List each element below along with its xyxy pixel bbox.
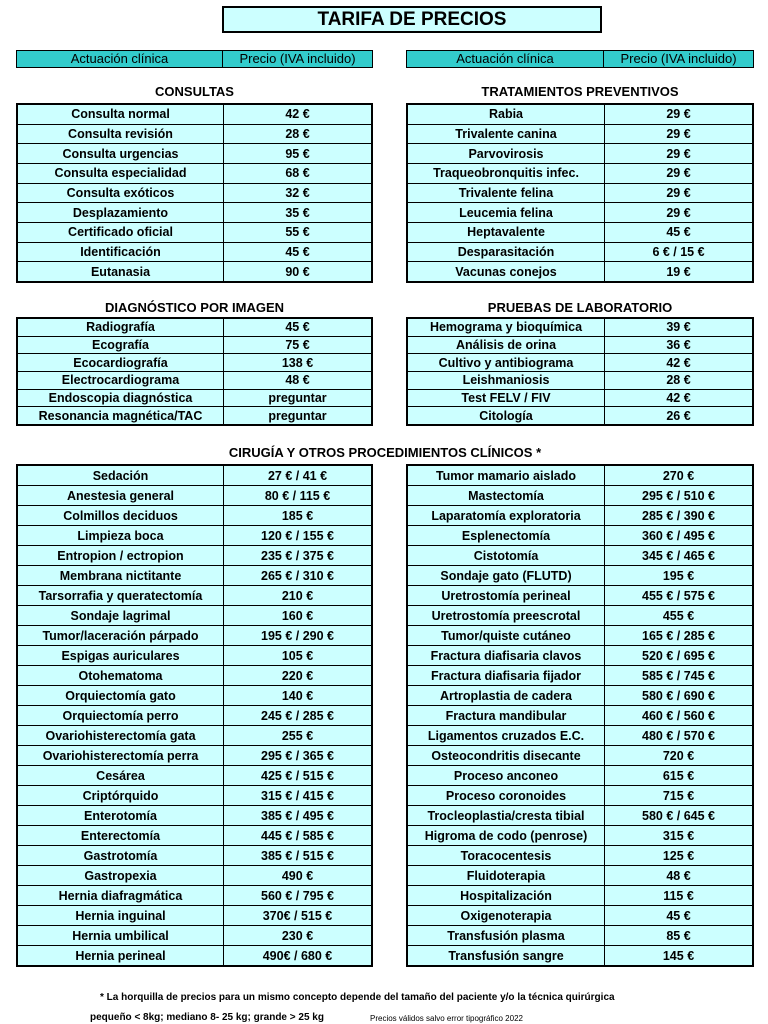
procedure-name: Leishmaniosis [408,372,605,389]
procedure-name: Gastrotomía [18,846,224,865]
table-row [408,625,752,645]
procedure-price: 195 € [662,568,695,583]
procedure-name: Hernia perineal [18,946,224,965]
procedure-name: Trivalente canina [408,125,605,144]
procedure-name: Cultivo y antibiograma [408,354,605,371]
procedure-price: 210 € [281,588,314,603]
page-title: TARIFA DE PRECIOS [222,6,602,33]
procedure-name: Orquiectomía perro [18,706,224,725]
table-row [18,565,371,585]
table-row [408,124,752,144]
procedure-price: 42 € [666,391,691,406]
table-row [18,371,371,389]
procedure-name: Uretrostomía preescrotal [408,606,605,625]
table-row [408,725,752,745]
table-imagen [16,317,373,426]
procedure-name: Ecocardiografía [18,354,224,371]
table-row [408,261,752,281]
table-row [18,705,371,725]
procedure-price: 230 € [281,928,314,943]
header-actuacion: Actuación clínica [407,51,604,67]
table-row [408,885,752,905]
procedure-price: 29 € [666,127,691,141]
table-row [408,585,752,605]
procedure-price: 35 € [285,205,310,220]
section-title-preventivos: TRATAMIENTOS PREVENTIVOS [481,84,679,99]
table-row [18,319,371,336]
procedure-price: 28 € [285,127,310,141]
table-row [18,163,371,183]
procedure-name: Hospitalización [408,886,605,905]
procedure-price: 45 € [666,908,691,923]
footnote-validity: Precios válidos salvo error tipográfico 2022 [370,1014,523,1023]
table-row [18,183,371,203]
table-row [18,825,371,845]
procedure-name: Desplazamiento [18,203,224,222]
table-row [408,222,752,242]
procedure-price: 715 € [662,788,695,803]
procedure-name: Trocleoplastia/cresta tibial [408,806,605,825]
procedure-price: 185 € [281,508,314,523]
header-precio: Precio (IVA incluido) [239,51,356,66]
procedure-name: Esplenectomía [408,526,605,545]
procedure-name: Orquiectomía gato [18,686,224,705]
procedure-price: 580 € / 690 € [642,688,715,703]
procedure-price: preguntar [268,391,327,406]
table-row [408,925,752,945]
procedure-price: 45 € [666,225,691,240]
table-row [408,336,752,354]
procedure-name: Limpieza boca [18,526,224,545]
table-row [18,945,371,965]
procedure-name: Espigas auriculares [18,646,224,665]
procedure-price: 520 € / 695 € [642,648,715,663]
procedure-name: Gastropexia [18,866,224,885]
procedure-name: Hernia diafragmática [18,886,224,905]
procedure-name: Hernia inguinal [18,906,224,925]
procedure-price: 195 € / 290 € [261,628,334,643]
procedure-price: 36 € [666,338,691,352]
table-row [408,389,752,407]
procedure-name: Colmillos deciduos [18,506,224,525]
procedure-name: Leucemia felina [408,203,605,222]
table-row [408,665,752,685]
procedure-name: Oxigenoterapia [408,906,605,925]
procedure-name: Resonancia magnética/TAC [18,407,224,424]
procedure-price: 28 € [666,373,691,388]
procedure-name: Ovariohisterectomía perra [18,746,224,765]
procedure-name: Eutanasia [18,262,224,281]
procedure-name: Ovariohisterectomía gata [18,726,224,745]
header-precio: Precio (IVA incluido) [620,51,737,66]
table-row [18,242,371,262]
table-row [408,605,752,625]
procedure-price: 235 € / 375 € [261,548,334,563]
table-row [408,705,752,725]
table-row [408,353,752,371]
table-row [18,105,371,124]
footnote-line1: * La horquilla de precios para un mismo concepto depende del tamaño del paciente y/o la técnica quirúrgica [100,992,615,1003]
procedure-price: 345 € / 465 € [642,548,715,563]
procedure-price: 29 € [666,146,691,161]
procedure-price: 255 € [281,728,314,743]
procedure-name: Laparatomía exploratoria [408,506,605,525]
table-row [408,466,752,485]
table-row [408,163,752,183]
procedure-name: Transfusión sangre [408,946,605,965]
procedure-price: preguntar [268,408,327,423]
procedure-name: Hemograma y bioquímica [408,319,605,336]
table-row [18,505,371,525]
table-row [408,845,752,865]
table-row [18,625,371,645]
section-title-consultas: CONSULTAS [155,84,234,99]
procedure-name: Vacunas conejos [408,262,605,281]
table-row [408,319,752,336]
table-row [408,945,752,965]
procedure-price: 125 € [662,848,695,863]
table-row [408,905,752,925]
procedure-price: 29 € [666,205,691,220]
footnote-line2: pequeño < 8kg; mediano 8- 25 kg; grande > 25 kg [90,1012,324,1023]
procedure-price: 480 € / 570 € [642,728,715,743]
procedure-name: Sondaje lagrimal [18,606,224,625]
table-cirugia-right [406,464,754,967]
procedure-name: Enterectomía [18,826,224,845]
procedure-name: Proceso anconeo [408,766,605,785]
procedure-name: Consulta revisión [18,125,224,144]
table-row [18,485,371,505]
procedure-price: 385 € / 495 € [261,808,334,823]
procedure-name: Parvovirosis [408,144,605,163]
procedure-price: 220 € [281,668,314,683]
table-row [408,565,752,585]
table-row [18,925,371,945]
procedure-price: 145 € [662,948,695,963]
table-row [408,406,752,424]
procedure-price: 245 € / 285 € [261,708,334,723]
table-row [18,585,371,605]
procedure-price: 48 € [285,373,310,388]
procedure-name: Test FELV / FIV [408,390,605,407]
procedure-price: 48 € [666,868,691,883]
procedure-name: Electrocardiograma [18,372,224,389]
table-row [18,605,371,625]
procedure-price: 580 € / 645 € [642,808,715,823]
procedure-price: 68 € [285,166,310,181]
table-row [18,222,371,242]
table-row [408,745,752,765]
table-row [18,845,371,865]
procedure-price: 370€ / 515 € [262,908,333,923]
procedure-name: Tumor/laceración párpado [18,626,224,645]
table-row [18,545,371,565]
procedure-price: 6 € / 15 € [652,245,705,260]
procedure-name: Entropion / ectropion [18,546,224,565]
procedure-price: 80 € / 115 € [264,488,331,503]
table-row [408,685,752,705]
procedure-name: Sondaje gato (FLUTD) [408,566,605,585]
table-row [18,336,371,354]
procedure-price: 445 € / 585 € [261,828,334,843]
table-row [18,805,371,825]
table-row [408,645,752,665]
procedure-price: 295 € / 510 € [642,488,715,503]
procedure-name: Proceso coronoides [408,786,605,805]
table-row [408,785,752,805]
procedure-price: 285 € / 390 € [642,508,715,523]
table-row [18,261,371,281]
procedure-price: 460 € / 560 € [642,708,715,723]
procedure-price: 720 € [662,748,695,763]
procedure-name: Anestesia general [18,486,224,505]
procedure-name: Certificado oficial [18,223,224,242]
procedure-name: Tumor mamario aislado [408,466,605,485]
table-row [18,143,371,163]
procedure-price: 160 € [281,608,314,623]
procedure-name: Membrana nictitante [18,566,224,585]
procedure-price: 27 € / 41 € [267,468,328,483]
procedure-name: Fractura diafisaria clavos [408,646,605,665]
table-row [18,353,371,371]
procedure-price: 32 € [285,186,310,201]
procedure-name: Criptórquido [18,786,224,805]
table-preventivos [406,103,754,283]
procedure-name: Sedación [18,466,224,485]
procedure-price: 138 € [281,355,314,370]
procedure-price: 315 € [662,828,695,843]
procedure-price: 90 € [285,264,310,279]
procedure-price: 26 € [666,408,691,423]
procedure-price: 75 € [285,338,310,352]
procedure-price: 615 € [662,768,695,783]
table-row [408,865,752,885]
procedure-price: 385 € / 515 € [261,848,334,863]
procedure-name: Enterotomía [18,806,224,825]
procedure-name: Identificación [18,243,224,262]
table-row [18,665,371,685]
procedure-name: Ecografía [18,337,224,354]
table-row [408,525,752,545]
table-row [18,685,371,705]
procedure-price: 42 € [666,355,691,370]
procedure-price: 120 € / 155 € [261,528,334,543]
procedure-price: 315 € / 415 € [261,788,334,803]
procedure-name: Toracocentesis [408,846,605,865]
table-consultas [16,103,373,283]
procedure-name: Desparasitación [408,243,605,262]
section-title-laboratorio: PRUEBAS DE LABORATORIO [487,300,673,315]
procedure-price: 55 € [285,225,310,240]
table-row [18,466,371,485]
procedure-price: 455 € [662,608,695,623]
section-title-imagen: DIAGNÓSTICO POR IMAGEN [104,300,285,315]
procedure-name: Rabia [408,105,605,124]
table-row [408,485,752,505]
table-row [18,745,371,765]
procedure-price: 115 € [663,888,694,903]
procedure-price: 29 € [666,107,691,122]
right-column-header [406,50,754,68]
procedure-price: 360 € / 495 € [642,528,715,543]
procedure-price: 105 € [281,648,314,663]
table-row [408,242,752,262]
section-title-cirugia: CIRUGÍA Y OTROS PROCEDIMIENTOS CLÍNICOS * [228,445,542,460]
procedure-name: Consulta exóticos [18,184,224,203]
procedure-name: Fluidoterapia [408,866,605,885]
procedure-name: Cesárea [18,766,224,785]
procedure-name: Uretrostomía perineal [408,586,605,605]
table-row [408,805,752,825]
procedure-name: Otohematoma [18,666,224,685]
procedure-name: Osteocondritis disecante [408,746,605,765]
table-row [408,202,752,222]
table-row [408,545,752,565]
table-row [18,885,371,905]
procedure-price: 29 € [666,186,691,201]
table-row [18,725,371,745]
table-row [408,505,752,525]
procedure-price: 29 € [666,166,691,181]
procedure-price: 490 € [281,868,314,883]
procedure-name: Tarsorrafia y queratectomía [18,586,224,605]
procedure-name: Consulta urgencias [18,144,224,163]
procedure-price: 140 € [281,688,314,703]
table-row [408,105,752,124]
procedure-name: Tumor/quiste cutáneo [408,626,605,645]
table-row [408,371,752,389]
table-row [408,765,752,785]
procedure-price: 95 € [285,146,310,161]
header-actuacion: Actuación clínica [17,51,223,67]
procedure-name: Radiografía [18,319,224,336]
procedure-name: Artroplastia de cadera [408,686,605,705]
table-row [18,406,371,424]
procedure-name: Cistotomía [408,546,605,565]
procedure-name: Heptavalente [408,223,605,242]
procedure-name: Endoscopia diagnóstica [18,390,224,407]
procedure-name: Mastectomía [408,486,605,505]
procedure-name: Fractura diafisaria fijador [408,666,605,685]
table-row [408,143,752,163]
procedure-name: Consulta normal [18,105,224,124]
procedure-price: 85 € [666,928,691,943]
procedure-name: Traqueobronquitis infec. [408,164,605,183]
table-row [18,525,371,545]
procedure-price: 39 € [666,320,691,335]
procedure-name: Hernia umbilical [18,926,224,945]
procedure-name: Transfusión plasma [408,926,605,945]
procedure-price: 560 € / 795 € [261,888,334,903]
table-row [18,765,371,785]
procedure-price: 42 € [285,107,310,122]
table-row [408,825,752,845]
table-row [18,645,371,665]
table-row [18,905,371,925]
procedure-price: 265 € / 310 € [261,568,334,583]
procedure-name: Fractura mandibular [408,706,605,725]
procedure-price: 45 € [285,320,310,335]
procedure-price: 165 € / 285 € [642,628,715,643]
procedure-name: Ligamentos cruzados E.C. [408,726,605,745]
procedure-name: Consulta especialidad [18,164,224,183]
table-row [18,785,371,805]
procedure-price: 45 € [285,245,310,260]
procedure-price: 295 € / 365 € [261,748,334,763]
table-laboratorio [406,317,754,426]
table-cirugia-left [16,464,373,967]
procedure-name: Trivalente felina [408,184,605,203]
procedure-name: Análisis de orina [408,337,605,354]
procedure-price: 490€ / 680 € [262,948,333,963]
table-row [408,183,752,203]
procedure-name: Citología [408,407,605,424]
left-column-header [16,50,373,68]
table-row [18,202,371,222]
procedure-price: 425 € / 515 € [261,768,334,783]
procedure-name: Higroma de codo (penrose) [408,826,605,845]
table-row [18,389,371,407]
procedure-price: 19 € [666,264,691,279]
table-row [18,124,371,144]
procedure-price: 455 € / 575 € [642,588,715,603]
procedure-price: 270 € [662,468,695,483]
table-row [18,865,371,885]
procedure-price: 585 € / 745 € [642,668,715,683]
